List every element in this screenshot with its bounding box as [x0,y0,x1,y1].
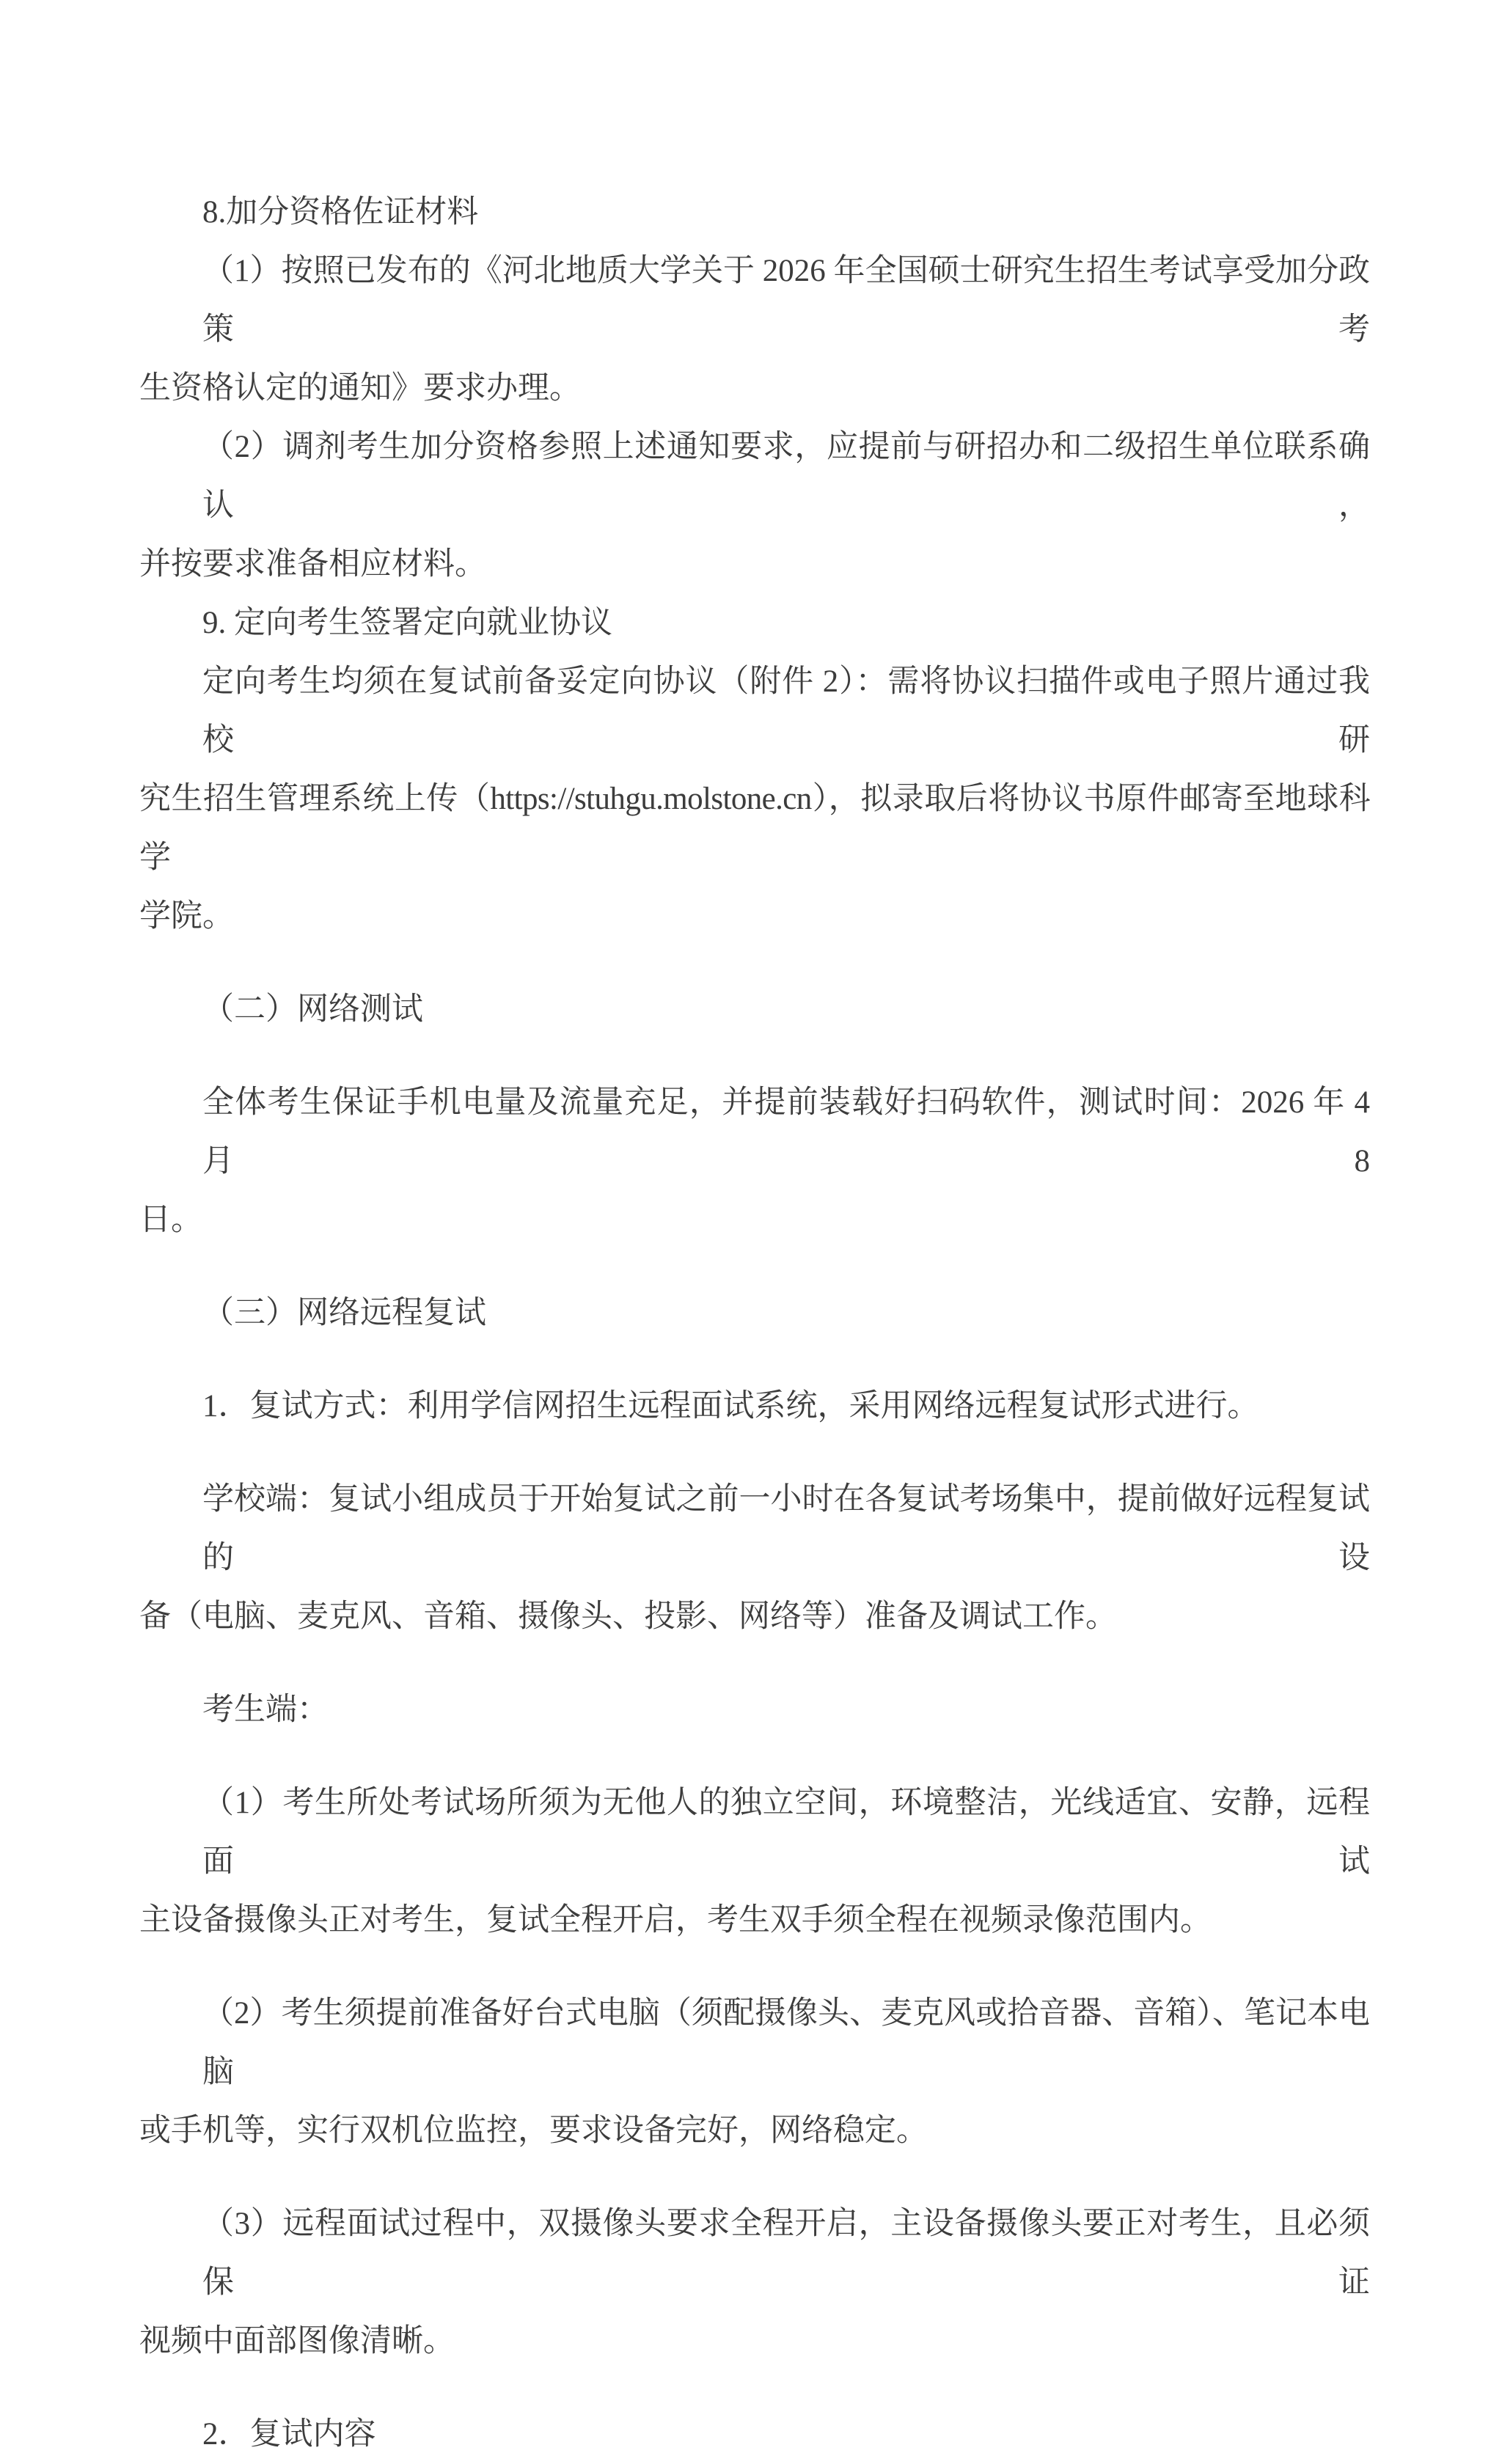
section-2-heading [139,980,1370,1039]
text-line: （2）调剂考生加分资格参照上述通知要求，应提前与研招办和二级招生单位联系确认， [202,430,1370,523]
text-line: 究生招生管理系统上传（https://stuhgu.molstone.cn），拟录取后将协议书原件邮寄至地球科学 [139,782,1370,875]
text-line: 考生端： [202,1693,329,1727]
text-line: 日。 [139,1203,202,1237]
text-line: 备（电脑、麦克风、音箱、摄像头、投影、网络等）准备及调试工作。 [139,1599,1117,1634]
text-line: 1．复试方式：利用学信网招生远程面试系统，采用网络远程复试形式进行。 [202,1389,1259,1423]
clause-9-body [139,653,1370,946]
clause-8-item-2 [139,418,1370,594]
text-line: 主设备摄像头正对考生，复试全程开启，考生双手须全程在视频录像范围内。 [139,1903,1212,1937]
section-heading: （二）网络测试 [202,992,423,1027]
reexam-method [139,1377,1370,1436]
text-line: 8.加分资格佐证材料 [202,195,479,230]
clause-8-heading [139,183,1370,242]
text-line: （1）考生所处考试场所须为无他人的独立空间，环境整洁，光线适宜、安静，远程面试 [202,1786,1370,1879]
text-line: 定向考生均须在复试前备妥定向协议（附件 2）：需将协议扫描件或电子照片通过我校研 [202,664,1370,758]
section-heading: （三）网络远程复试 [202,1296,486,1330]
text-line: （3）远程面试过程中，双摄像头要求全程开启，主设备摄像头要正对考生，且必须保证 [202,2207,1370,2300]
clause-9-heading [139,594,1370,653]
text-line: 视频中面部图像清晰。 [139,2324,455,2358]
text-line: 学校端：复试小组成员于开始复试之前一小时在各复试考场集中，提前做好远程复试的设 [202,1482,1370,1575]
text-line: 生资格认定的通知》要求办理。 [139,371,581,406]
text-line: 全体考生保证手机电量及流量充足，并提前装载好扫码软件，测试时间：2026 年 4 月 8 [202,1085,1370,1178]
section-2-body [139,1074,1370,1250]
text-line: （2）考生须提前准备好台式电脑（须配摄像头、麦克风或拾音器、音箱）、笔记本电脑 [202,1996,1370,2089]
text-line: 或手机等，实行双机位监控，要求设备完好，网络稳定。 [139,2113,928,2148]
school-side [139,1470,1370,1646]
text-line: 学院。 [139,899,234,934]
candidate-side-label [139,1681,1370,1739]
reexam-content-heading [139,2405,1370,2464]
candidate-req-3 [139,2195,1370,2371]
clause-8-item-1 [139,242,1370,418]
text-line: 并按要求准备相应材料。 [139,547,486,582]
text-line: （1）按照已发布的《河北地质大学关于 2026 年全国硕士研究生招生考试享受加分政策考 [202,254,1370,347]
text-line: 9. 定向考生签署定向就业协议 [202,606,612,640]
text-line: 2．复试内容 [202,2417,376,2452]
candidate-req-1 [139,1774,1370,1950]
candidate-req-2 [139,1984,1370,2160]
section-3-heading [139,1284,1370,1343]
